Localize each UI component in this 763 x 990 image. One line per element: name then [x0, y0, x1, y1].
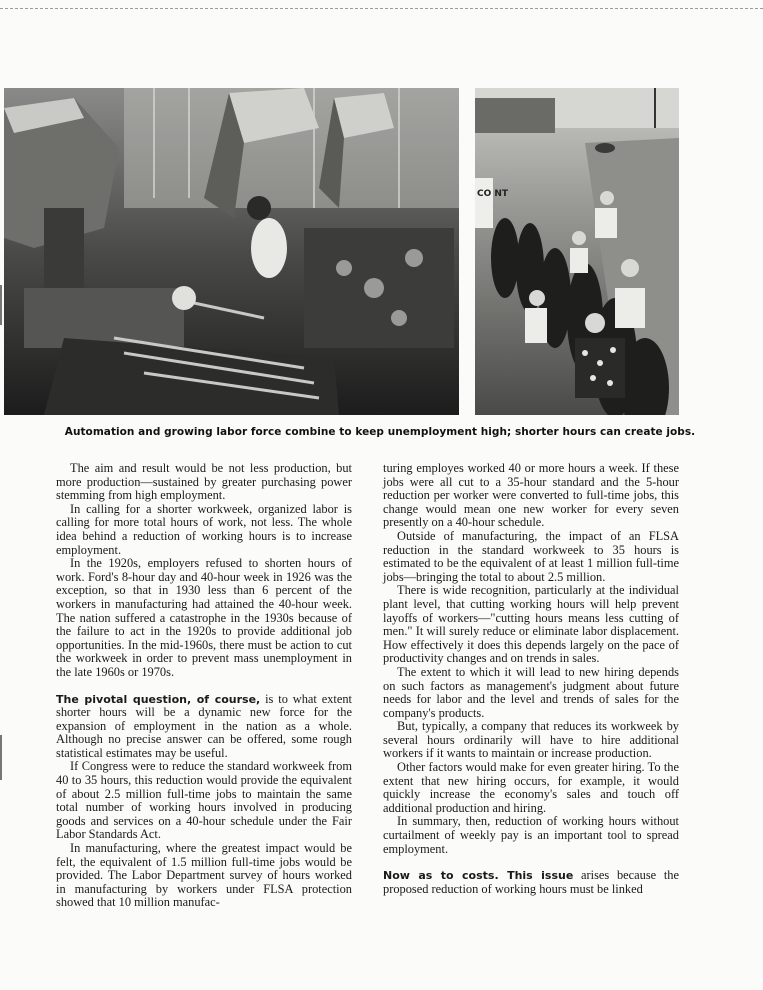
paragraph: Outside of manufacturing, the impact of an FLSA reduction in the standard workweek to 35 hours is estimated to be the equivalent of at least 1 million full-time jobs—bringing the total to about 2.5 million. [383, 528, 679, 584]
paragraph-text: is to what extent shorter hours will be a dynamic new force for the expansion of employment in the nation as a whole. Although no precise answer can be offered, some rough statistical estimates may be useful. [56, 691, 353, 760]
paragraph: In the 1920s, employers refused to shorten hours of work. Ford's 8-hour day and 40-hour week in 1926 was the exception, so that in 1930 less than 6 percent of the workers in manufacturing had attained the 40-hour week. The nation suffered a catastrophe in the 1930s because of the failure to act in the 1920s to provide additional job opportunities. In the mid-1960s, there must be action to cut the workweek in order to prevent mass unemployment in the late 1960s or 1970s. [56, 556, 352, 679]
paragraph: The extent to which it will lead to new hiring depends on such factors as management's judgment about future needs for labor and the level and trends of sales for the company's products. [383, 664, 679, 720]
paragraph: The aim and result would be not less production, but more production—sustained by greater purchasing power stemming from high employment. [56, 461, 352, 503]
photo-caption: Automation and growing labor force combine to keep unemployment high; shorter hours can create jobs. [64, 426, 696, 438]
run-in-heading: Now as to costs. This issue [383, 869, 574, 883]
paragraph: There is wide recognition, particularly at the individual plant level, that cutting working hours will help prevent layoffs of workers—"cutting hours means less cutting of men." It will surely reduce or eliminate labor displacement. How effectively it does this depends largely on the pace of productivity changes and on trends in sales. [383, 583, 679, 666]
automation-machinery-photo [4, 88, 459, 415]
margin-mark [0, 735, 2, 780]
sign-text: CO NT [477, 189, 509, 199]
right-text-column [383, 462, 679, 896]
margin-mark [0, 285, 2, 325]
paragraph: Other factors would make for even greater hiring. To the extent that new hiring occurs, for example, it would quickly increase the economy's sales and touch off additional production and hiring. [383, 760, 679, 815]
paragraph [383, 869, 679, 896]
run-in-heading: The pivotal question, of course, [56, 692, 261, 706]
paragraph: turing employes worked 40 or more hours a week. If these jobs were all cut to a 35-hour standard and the 5-hour reduction per worker were converted to full-time jobs, this change would mean one new worker for every seven presently on a 40-hour schedule. [383, 461, 679, 530]
paragraph: But, typically, a company that reduces its workweek by several hours ordinarily will have to hire additional workers if it wants to maintain or increase production. [383, 719, 679, 761]
paragraph: If Congress were to reduce the standard workweek from 40 to 35 hours, this reduction would provide the equivalent of about 2.5 million full-time jobs to maintain the same total number of working hours involved in producing goods and services on a 40-hour schedule under the Fair Labor Standards Act. [56, 759, 352, 842]
top-dashed-rule [0, 8, 763, 9]
paragraph-text: arises because the proposed reduction of working hours must be linked [383, 868, 680, 896]
paragraph: In summary, then, reduction of working hours without curtailment of weekly pay is an important tool to spread employment. [383, 814, 679, 856]
paragraph: In manufacturing, where the greatest impact would be felt, the equivalent of 1.5 million full-time jobs would be provided. The Labor Department survey of hours worked in manufacturing by workers under FLSA protection showed that 10 million manufac- [56, 841, 352, 910]
unemployment-line-photo [475, 88, 679, 415]
paragraph [56, 693, 352, 761]
left-text-column [56, 462, 352, 910]
paragraph: In calling for a shorter workweek, organized labor is calling for more total hours of work, not less. The whole idea behind a reduction of working hours is to increase employment. [56, 501, 352, 557]
